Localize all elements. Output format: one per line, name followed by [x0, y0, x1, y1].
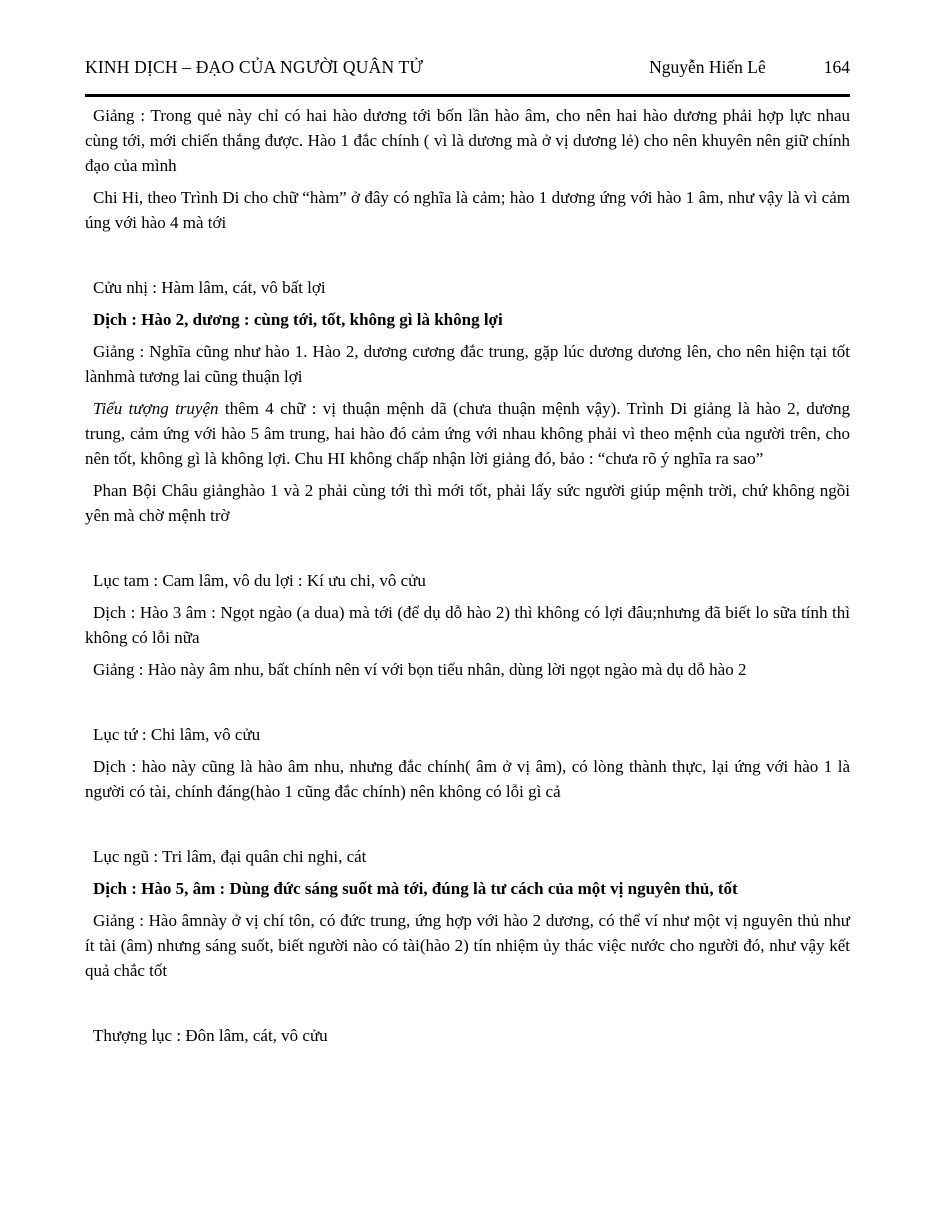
- paragraph-thuong-luc: Thượng lục : Đôn lâm, cát, vô cửu: [93, 1026, 328, 1045]
- paragraph-dich-hao4: Dịch : hào này cũng là hào âm nhu, nhưng đắc chính( âm ở vị âm), có lòng thành thực, lại ứng với hào 1 là người có tài, chính đáng(hào 1 cũng đắc chính) nên không có lỗi gì cả: [85, 757, 850, 801]
- book-title: KINH DỊCH – ĐẠO CỦA NGƯỜI QUÂN TỬ: [85, 57, 424, 77]
- paragraph-luc-tam: Lục tam : Cam lâm, vô du lợi : Kí ưu chi, vô cửu: [93, 571, 426, 590]
- paragraph-giang-hao2: Giảng : Nghĩa cũng như hào 1. Hào 2, dương cương đắc trung, gặp lúc dương dương lên, cho nên hiện tại tốt lànhmà tương lai cũng thuận lợi: [85, 342, 850, 386]
- paragraph-phan-boi-chau: Phan Bội Châu giảnghào 1 và 2 phải cùng tới thì mới tốt, phải lấy sức người giúp mệnh trời, chứ không ngồi yên mà chờ mệnh trờ: [85, 481, 850, 525]
- author-name: Nguyễn Hiến Lê: [649, 57, 766, 77]
- paragraph-cuu-nhi: Cửu nhị : Hàm lâm, cát, vô bất lợi: [93, 278, 326, 297]
- paragraph-luc-tu: Lục tứ : Chi lâm, vô cửu: [93, 725, 261, 744]
- paragraph-luc-ngu: Lục ngũ : Tri lâm, đại quân chi nghi, cát: [93, 847, 367, 866]
- paragraph-giang-hao1: Giảng : Trong quẻ này chỉ có hai hào dương tới bốn lần hào âm, cho nên hai hào dương phải hợp lực nhau cùng tới, mới chiến thắng được. Hào 1 đắc chính ( vì là dương mà ở vị dương lẻ) cho nên khuyên nên giữ chính đạo của mình: [85, 106, 850, 175]
- paragraph-dich-hao3: Dịch : Hào 3 âm : Ngọt ngào (a dua) mà tới (để dụ dỗ hào 2) thì không có lợi đâu;nhưng đã biết lo sữa tính thì không có lỗi nữa: [85, 603, 850, 647]
- paragraph-chi-hi: Chi Hi, theo Trình Di cho chữ “hàm” ở đây có nghĩa là cảm; hào 1 dương ứng với hào 1 âm, như vậy là vì cảm úng với hào 4 mà tới: [85, 188, 850, 232]
- paragraph-dich-hao2: Dịch : Hào 2, dương : cùng tới, tốt, không gì là không lợi: [93, 310, 503, 329]
- paragraph-tieu-tuong-truyen: [85, 396, 850, 471]
- paragraph-dich-hao5: Dịch : Hào 5, âm : Dùng đức sáng suốt mà tới, đúng là tư cách của một vị nguyên thủ, tốt: [93, 879, 738, 898]
- paragraph-giang-hao3: Giảng : Hào này âm nhu, bất chính nên ví với bọn tiểu nhân, dùng lời ngọt ngào mà dụ dỗ hào 2: [93, 660, 747, 679]
- paragraph-text: thêm 4 chữ : vị thuận mệnh dã (chưa thuận mệnh vậy). Trình Di giảng là hào 2, dương trung, cảm ứng với hào 5 âm trung, hai hào đó cảm ứng với nhau không phải vì theo mệnh của người trên, cho nên tốt, không gì là không lợi. Chu HI không chấp nhận lời giảng đó, bảo : “chưa rõ ý nghĩa ra sao”: [85, 399, 850, 468]
- page-number: 164: [823, 57, 850, 77]
- header-right: [649, 56, 850, 78]
- paragraph-giang-hao5: Giảng : Hào âmnày ở vị chí tôn, có đức trung, ứng hợp với hào 2 dương, có thể ví như một vị nguyên thủ như ít tài (âm) nhưng sáng suốt, biết người nào có tài(hào 2) tín nhiệm ủy thác việc nước cho người đó, như vậy kết quả chắc tốt: [85, 911, 850, 980]
- page-header: [85, 0, 850, 78]
- header-rule: [85, 94, 850, 97]
- italic-lead: Tiểu tượng truyện: [93, 399, 219, 418]
- page-body: [85, 103, 850, 1048]
